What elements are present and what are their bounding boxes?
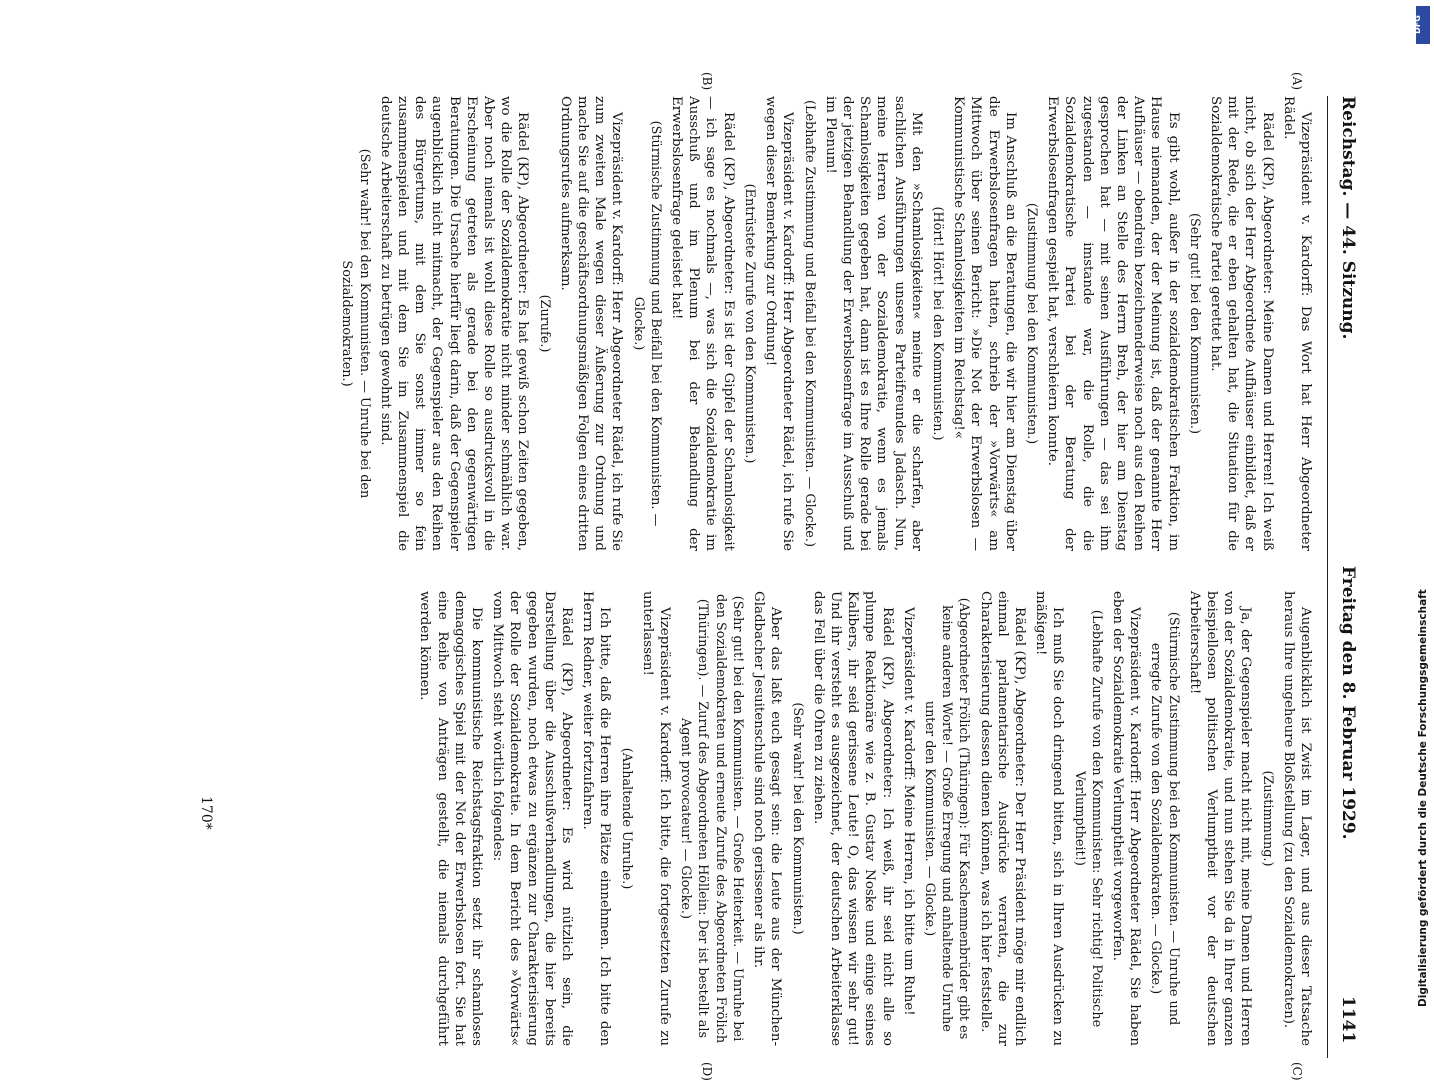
margin-mark-d: (D) [700, 1062, 714, 1081]
interjection: (Zustimmung.) [1259, 770, 1275, 867]
paragraph: Rädel (KP), Abgeordneter: Ich weiß, ihr seid nicht alle so plumpe Reaktionäre wie z. B. Gustav Noske und einige seines Kalibers, ihr seid gerissene Leute! O, das wissen wir sehr gut! Und ihr versteht es ausgezeichnet, der deutschen Arbeiterklasse das Fell über die Ohren zu ziehen. [810, 591, 895, 1046]
page-number: 1141 [1338, 996, 1358, 1044]
interjection: (Abgeordneter Frölich (Thüringen): Für Kaschemmenbrüder gibt es keine anderen Worte! — Große Erregung und anhaltende Unruhe unter den Kommunisten. — Glocke.) [921, 597, 972, 1040]
margin-mark-c: (C) [1290, 1062, 1304, 1081]
interjection: (Stürmische Zustimmung und Beifall bei den Kommunisten. — Glocke.) [630, 120, 663, 527]
header-date: Freitag den 8. Februar 1929. [1338, 566, 1358, 840]
left-column [334, 96, 1314, 551]
paragraph: Vizepräsident v. Kardorff: Ich bitte, die fortgesetzten Zurufe zu unterlassen! [639, 591, 673, 1046]
right-column [412, 591, 1314, 1046]
interjection: (Zustimmung bei den Kommunisten.) [1023, 202, 1039, 445]
paragraph: Augenblicklich ist Zwist im Lager, und aus dieser Tatsache heraus Ihre ungeheure Bloßstellung (zu den Sozialdemokraten). [1280, 591, 1313, 1046]
margin-mark-a: (A) [1290, 72, 1304, 91]
paragraph: Aber das laßt euch gesagt sein: die Leute aus der München-Gladbacher Jesuitenschule sind noch gerissener als ihr. [751, 591, 784, 1046]
paragraph: Rädel (KP), Abgeordneter: Es wird nützlich sein, die Darstellung über die Ausschußverhandlungen, die hier bereits gegeben wurden, noch etwas zu ergänzen zur Charakterisierung der Rolle der Sozialdemokratie. In dem Bericht des »Vorwärts« vom Mittwoch steht wörtlich folgendes: [490, 591, 575, 1046]
rotated-newspaper-page [172, 72, 1364, 1081]
footer-mark: 170* [198, 796, 214, 830]
interjection: (Lebhafte Zustimmung und Beifall bei den Kommunisten. — Glocke.) [801, 100, 817, 547]
interjection: (Stürmische Zustimmung bei den Kommunisten. — Unruhe und erregte Zurufe von den Sozialdemokraten. — Glocke.) [1148, 611, 1181, 1026]
header-session: Reichstag. — 44. Sitzung. [1338, 96, 1358, 340]
dfg-logo: DFG [1416, 6, 1430, 44]
interjection: (Hört! Hört! bei den Kommunisten.) [929, 206, 945, 441]
margin-mark-b: (B) [700, 72, 714, 91]
paragraph: Rädel (KP), Abgeordneter: Der Herr Präsident möge mir endlich einmal parlamentarische Ausdrücke verraten, die zur Charakterisierung dessen dienen können, was ich hier feststelle. [977, 591, 1027, 1046]
interjection: (Zurufe.) [536, 294, 552, 353]
paragraph: Rädel (KP), Abgeordneter: Meine Damen und Herren! Ich weiß nicht, ob sich der Herr Abgeordnete Aufhäuser einbildet, daß er mit der Rede, die er eben gehalten hat, die Situation für die Sozialdemokratische Partei gerettet hat. [1207, 96, 1275, 551]
paragraph: Ich muß Sie doch dringend bitten, sich in Ihren Ausdrücken zu mäßigen! [1033, 591, 1066, 1046]
quotation: Die kommunistische Reichstagsfraktion setzt ihr schamloses demagogisches Spiel mit der Not der Erwerbslosen fort. Sie hat eine Reihe von Anträgen gestellt, die niemals durchgeführt werden können. [417, 591, 485, 1046]
paragraph: Vizepräsident v. Kardorff: Herr Abgeordneter Rädel, ich rufe Sie zum zweiten Male wegen dieser Äußerung zur Ordnung und mache Sie auf die geschäftsordnungsmäßigen Folgen eines dritten Ordnungsrufes aufmerksam. [557, 96, 625, 551]
paragraph: Mit den »Schamlosigkeiten« meinte er die scharfen, aber sachlichen Ausführungen unseres Parteifreundes Jadasch. Nun, meine Herren von der Sozialdemokratie, wenn es jemals Schamlosigkeiten gegeben hat, dann ist es Ihre Rolle gerade bei der jetzigen Behandlung der Erwerbslosenfrage im Ausschuß und im Plenum! [822, 96, 924, 551]
dfg-notice: Digitalisierung gefördert durch die Deutsche Forschungsgemeinschaft [1417, 589, 1429, 1007]
interjection: (Sehr wahr! bei den Kommunisten.) [789, 702, 805, 935]
interjection: (Sehr gut! bei den Kommunisten. — Große Heiterkeit. — Unruhe bei den Sozialdemokraten und erneute Zurufe des Abgeordneten Frölich (Thüringen). — Zuruf des Abgeordneten Höllein: Der ist bestellt als Agent provocateur! — Glocke.) [678, 593, 745, 1044]
interjection: (Lebhafte Zurufe von den Kommunisten: Sehr richtig! Politische Verlumptheit!) [1071, 609, 1104, 1028]
paragraph: Vizepräsident v. Kardorff: Herr Abgeordneter Rädel, ich rufe Sie wegen dieser Bemerkung zur Ordnung! [763, 96, 796, 551]
paragraph: Ja, der Gegenspieler macht nicht mit, meine Damen und Herren von der Sozialdemokratie, und nun stehen Sie da in Ihrer ganzen beispiellosen politischen Verlumptheit vor der deutschen Arbeiterschaft! [1186, 591, 1254, 1046]
page-header [1327, 96, 1364, 1058]
paragraph: Vizepräsident v. Kardorff: Herr Abgeordneter Rädel, Sie haben eben der Sozialdemokratie Verlumptheit vorgeworfen. [1109, 591, 1143, 1046]
paragraph: Im Anschluß an die Beratungen, die wir hier am Dienstag über die Erwerbslosenfragen hatten, schrieb der »Vorwärts« am Mittwoch über seinen Bericht: »Die Not der Erwerbslosen — Kommunistische Schamlosigkeiten im Reichstag!« [951, 96, 1018, 551]
interjection: (Entrüstete Zurufe von den Kommunisten.) [741, 183, 757, 464]
paragraph: Rädel (KP), Abgeordneter: Es ist der Gipfel der Schamlosigkeit — ich sage es nochmals —, was sich die Sozialdemokratie im Ausschuß und im Plenum bei der Behandlung der Erwerbslosenfrage geleistet hat! [669, 96, 736, 551]
interjection: (Sehr gut! bei den Kommunisten.) [1186, 213, 1202, 434]
paragraph: Rädel (KP), Abgeordneter: Es hat gewiß schon Zeiten gegeben, wo die Rolle der Sozialdemokratie nicht minder schmählich war. Aber noch niemals ist wohl diese Rolle so ausdrucksvoll in die Erscheinung getreten als gerade bei den gegenwärtigen Beratungen. Die Ursache hierfür liegt darin, daß der Gegenspieler augenblicklich nicht mitmacht, der Gegenspieler aus den Reihen des Bürgertums, mit dem Sie sonst immer so fein zusammenspielen und mit dem Sie im Zusammenspiel die deutsche Arbeiterschaft zu betrügen gewohnt sind. [377, 96, 531, 551]
interjection: (Anhaltende Unruhe.) [618, 747, 634, 890]
paragraph: Vizepräsident v. Kardorff: Meine Herren, ich bitte um Ruhe! [900, 607, 916, 1016]
paragraph: Vizepräsident v. Kardorff: Das Wort hat Herr Abgeordneter Rädel. [1280, 96, 1313, 551]
interjection: (Sehr wahr! bei den Kommunisten. — Unruhe bei den Sozialdemokraten.) [339, 148, 372, 499]
dfg-sidebar [1412, 6, 1430, 1007]
paragraph: Es gibt wohl, außer in der sozialdemokratischen Fraktion, im Hause niemanden, der der Meinung ist, daß der genannte Herr Aufhäuser — obendrein bezeichnenderweise noch aus den Reihen der Linken an Stelle des Herrn Breh, der hier am Dienstag gesprochen hat — mit seinen Ausführungen — das sei ihm zugestanden — imstande war, die Rolle, die die Sozialdemokratische Partei bei der Beratung der Erwerbslosenfragen gespielt hat, verschleiern konnte. [1045, 96, 1181, 551]
paragraph: Ich bitte, daß die Herren ihre Plätze einnehmen. Ich bitte den Herrn Redner, weiter fortzufahren. [580, 591, 613, 1046]
